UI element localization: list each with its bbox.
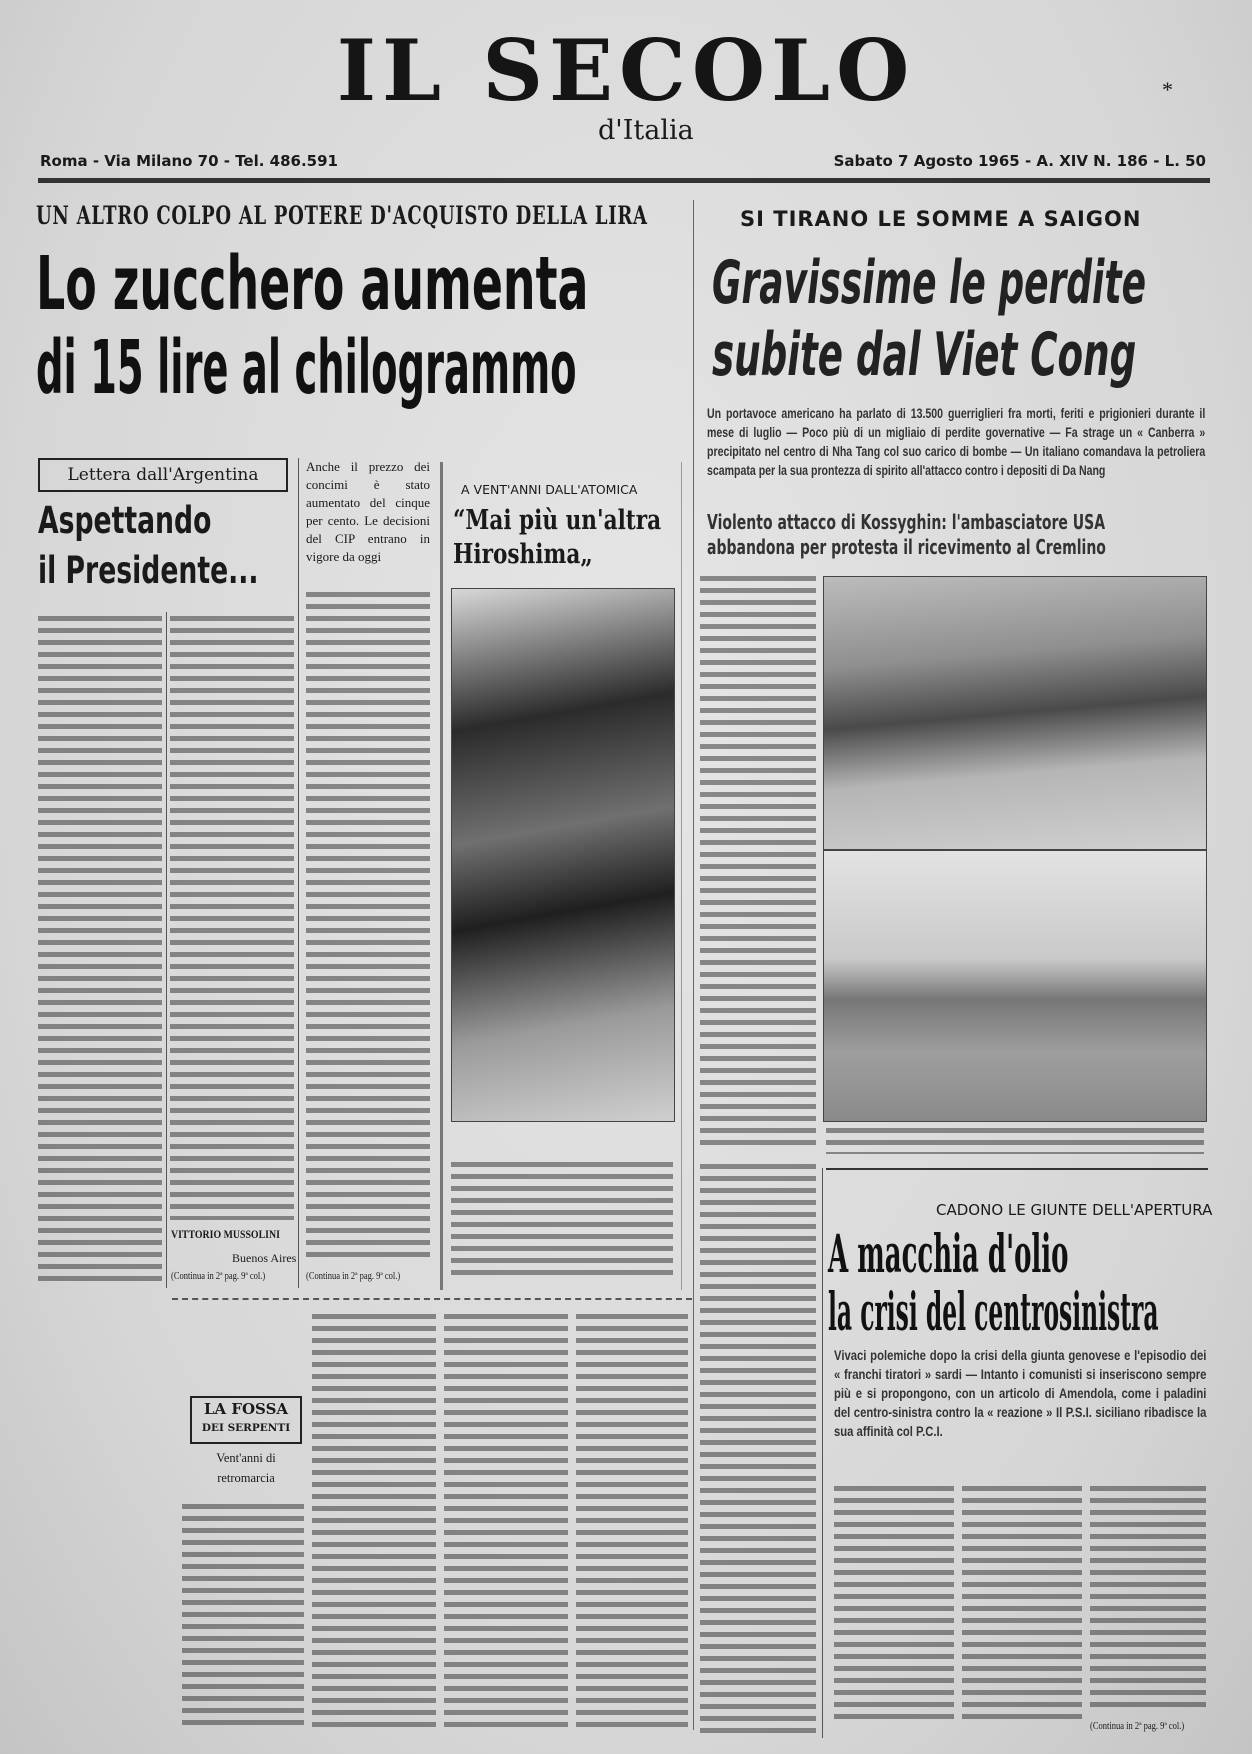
lira-kicker: UN ALTRO COLPO AL POTERE D'ACQUISTO DELLA LIRA <box>36 201 648 230</box>
argentina-label-box: Lettera dall'Argentina <box>38 458 288 492</box>
sugar-headline-line2: di 15 lire al chilogrammo <box>36 325 577 411</box>
hiroshima-kicker: A VENT'ANNI DALL'ATOMICA <box>461 482 638 497</box>
section-rule <box>826 1168 1208 1170</box>
centrosinistra-kicker: CADONO LE GIUNTE DELL'APERTURA <box>936 1201 1213 1219</box>
saigon-body-col1-cont <box>700 1160 816 1735</box>
centrosinistra-body-col3 <box>1090 1482 1206 1712</box>
saigon-subhead <box>707 510 1106 560</box>
hiroshima-box <box>440 462 682 1290</box>
argentina-place: Buenos Aires <box>232 1251 297 1265</box>
hiroshima-photo <box>451 588 675 1122</box>
centrosinistra-body-col2 <box>962 1482 1082 1722</box>
centrosinistra-continued: (Continua in 2ª pag. 9ª col.) <box>1090 1721 1185 1732</box>
argentina-continued: (Continua in 2ª pag. 9ª col.) <box>171 1271 266 1282</box>
da-nang-depot-photo <box>823 576 1207 850</box>
column-rule <box>822 1168 823 1738</box>
column-rule <box>166 612 167 1288</box>
edition-star: * <box>1162 77 1173 102</box>
saigon-subhead-line2: abbandona per protesta il ricevimento al Cremlino <box>707 535 1106 559</box>
centrosinistra-headline-line2: la crisi del centrosinistra <box>828 1282 1159 1343</box>
sugar-continued: (Continua in 2ª pag. 9ª col.) <box>306 1271 401 1282</box>
fossa-body-col2 <box>312 1310 436 1730</box>
masthead-title: IL SECOLO <box>336 21 916 120</box>
argentina-body-col1 <box>38 612 162 1288</box>
centrosinistra-body-col1 <box>834 1482 954 1722</box>
saigon-headline-line1: Gravissime le perdite <box>712 248 1147 318</box>
sugar-subhead: Anche il prezzo dei concimi è stato aumentato del cinque per cento. Le decisioni del CIP entrano in vigore da oggi <box>306 459 430 564</box>
centrosinistra-headline-line1: A macchia d'olio <box>828 1224 1069 1285</box>
argentina-body-col2 <box>170 612 294 1220</box>
argentina-signature: VITTORIO MUSSOLINI <box>171 1227 280 1241</box>
masthead-rule <box>38 178 1210 183</box>
saigon-kicker: SI TIRANO LE SOMME A SAIGON <box>740 207 1142 231</box>
fossa-title: Vent'anni di retromarcia <box>216 1451 276 1485</box>
dashed-rule <box>172 1298 692 1301</box>
sugar-headline-line1: Lo zucchero aumenta <box>36 241 589 327</box>
fossa-body-col1 <box>182 1500 304 1730</box>
fossa-body-col4 <box>576 1310 688 1730</box>
hiroshima-caption <box>451 1158 673 1278</box>
column-divider <box>693 200 694 1730</box>
fossa-body-col3 <box>444 1310 568 1730</box>
hiroshima-headline: “Mai più un'altra Hiroshima„ <box>453 505 662 570</box>
fossa-label-line2: DEI SERPENTI <box>201 1422 291 1434</box>
argentina-headline-line1: Aspettando <box>38 499 212 542</box>
argentina-headline-line2: il Presidente... <box>38 549 259 592</box>
photo-caption <box>826 1124 1204 1154</box>
masthead-subtitle: d'Italia <box>598 115 694 146</box>
saigon-headline-line2: subite dal Viet Cong <box>712 320 1137 390</box>
saigon-subhead-line1: Violento attacco di Kossyghin: l'ambasciatore USA <box>707 510 1106 534</box>
centrosinistra-summary: Vivaci polemiche dopo la crisi della giunta genovese e l'episodio dei « franchi tiratori » sardi — Intanto i comunisti si inseriscono sempre più e si propongono, con un articolo di Amendola, come i paladini del centro-sinistra contro la « reazione » Il P.S.I. siciliano ribadisce la sua affinità col P.C.I. <box>834 1348 1207 1439</box>
address-line: Roma - Via Milano 70 - Tel. 486.591 <box>40 152 338 170</box>
captain-photo <box>823 850 1207 1122</box>
argentina-headline <box>38 496 259 596</box>
saigon-summary: Un portavoce americano ha parlato di 13.500 guerriglieri fra morti, feriti e prigionieri durante il mese di luglio — Poco più di un migliaio di perdite governative — Fa strage un « Canberra » precipitato nel centro di Nha Tang col suo carico di bombe — Un italiano comandava la petroliera scampata per la sua prontezza di spirito all'attacco contro i depositi di Da Nang <box>707 405 1206 478</box>
dateline: Sabato 7 Agosto 1965 - A. XIV N. 186 - L. 50 <box>833 152 1206 170</box>
column-rule <box>298 458 299 1288</box>
fossa-label-box <box>190 1396 302 1444</box>
fossa-label-line1: LA FOSSA <box>203 1400 289 1418</box>
saigon-body-col1 <box>700 572 816 1150</box>
sugar-body <box>306 588 430 1264</box>
